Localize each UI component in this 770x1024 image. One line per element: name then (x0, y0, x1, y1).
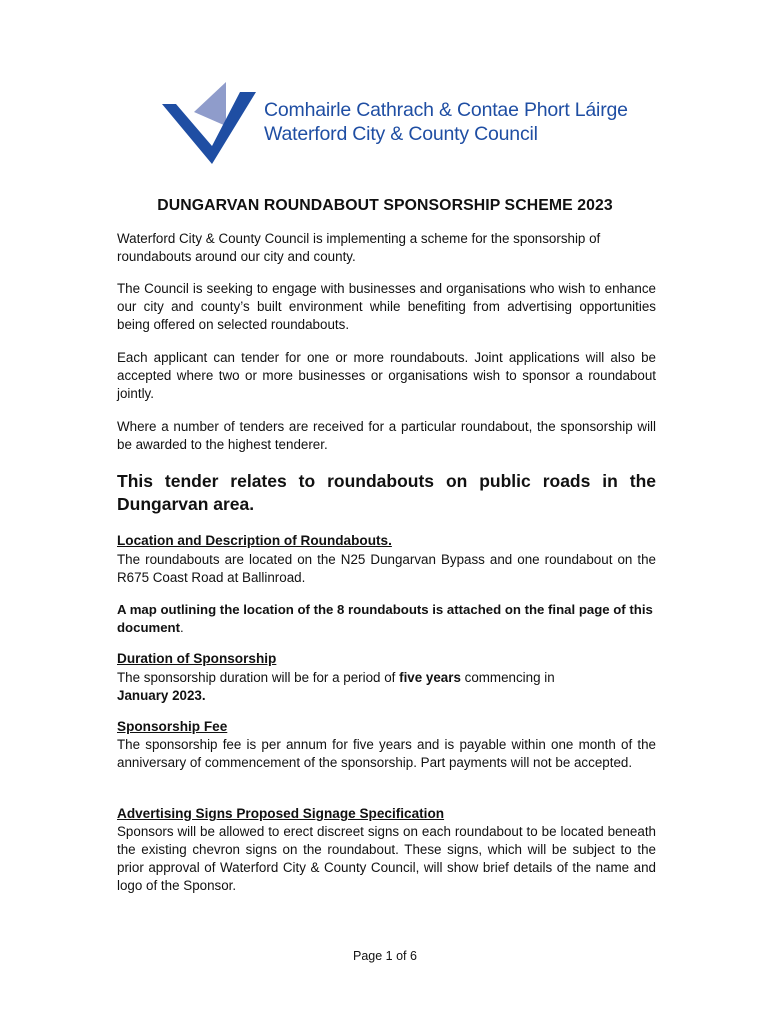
document-title: DUNGARVAN ROUNDABOUT SPONSORSHIP SCHEME 2023 (157, 197, 613, 214)
council-name (264, 98, 628, 146)
intro-paragraph-2: The Council is seeking to engage with businesses and organisations who wish to enhance our city and county’s built environment while benefiting from advertising opportunities being offered on selected roundabouts. (117, 281, 656, 332)
duration-body (117, 669, 656, 705)
council-name-english: Waterford City & County Council (264, 123, 538, 145)
page-number: Page 1 of 6 (353, 949, 417, 963)
map-note (117, 601, 656, 637)
location-body: The roundabouts are located on the N25 Dungarvan Bypass and one roundabout on the R675 Coast Road at Ballinroad. (117, 552, 656, 585)
intro-paragraph-1: Waterford City & County Council is implementing a scheme for the sponsorship of roundabouts around our city and county. (117, 231, 601, 264)
fee-heading: Sponsorship Fee (117, 719, 228, 734)
duration-start-date: January 2023. (117, 688, 206, 703)
location-heading: Location and Description of Roundabouts. (117, 533, 392, 548)
signage-body: Sponsors will be allowed to erect discreet signs on each roundabout to be located beneath the existing chevron signs on the roundabout. These signs, which will be subject to the prior approval of Waterford City & County Council, will show brief details of the name and logo of the Sponsor. (117, 824, 656, 893)
duration-heading: Duration of Sponsorship (117, 651, 277, 666)
council-name-irish: Comhairle Cathrach & Contae Phort Láirge (264, 99, 628, 121)
intro-paragraph-3: Each applicant can tender for one or more roundabouts. Joint applications will also be accepted where two or more businesses or organisations wish to sponsor a roundabout jointly. (117, 350, 656, 401)
tender-statement: This tender relates to roundabouts on public roads in the Dungarvan area. (117, 471, 656, 514)
council-logo (162, 82, 628, 168)
map-note-text: A map outlining the location of the 8 roundabouts is attached on the final page of this document (117, 602, 653, 635)
logo-light-triangle (194, 82, 226, 126)
duration-text-before: The sponsorship duration will be for a period of (117, 670, 400, 685)
duration-text-after: commencing in (460, 670, 555, 685)
signage-heading: Advertising Signs Proposed Signage Specification (117, 806, 445, 821)
map-note-end: . (180, 620, 184, 635)
duration-period: five years (399, 670, 461, 685)
intro-paragraph-4: Where a number of tenders are received for a particular roundabout, the sponsorship will be awarded to the highest tenderer. (117, 419, 656, 452)
council-chevron-logo-icon (162, 82, 262, 168)
fee-body: The sponsorship fee is per annum for five years and is payable within one month of the anniversary of commencement of the sponsorship. Part payments will not be accepted. (117, 737, 656, 770)
